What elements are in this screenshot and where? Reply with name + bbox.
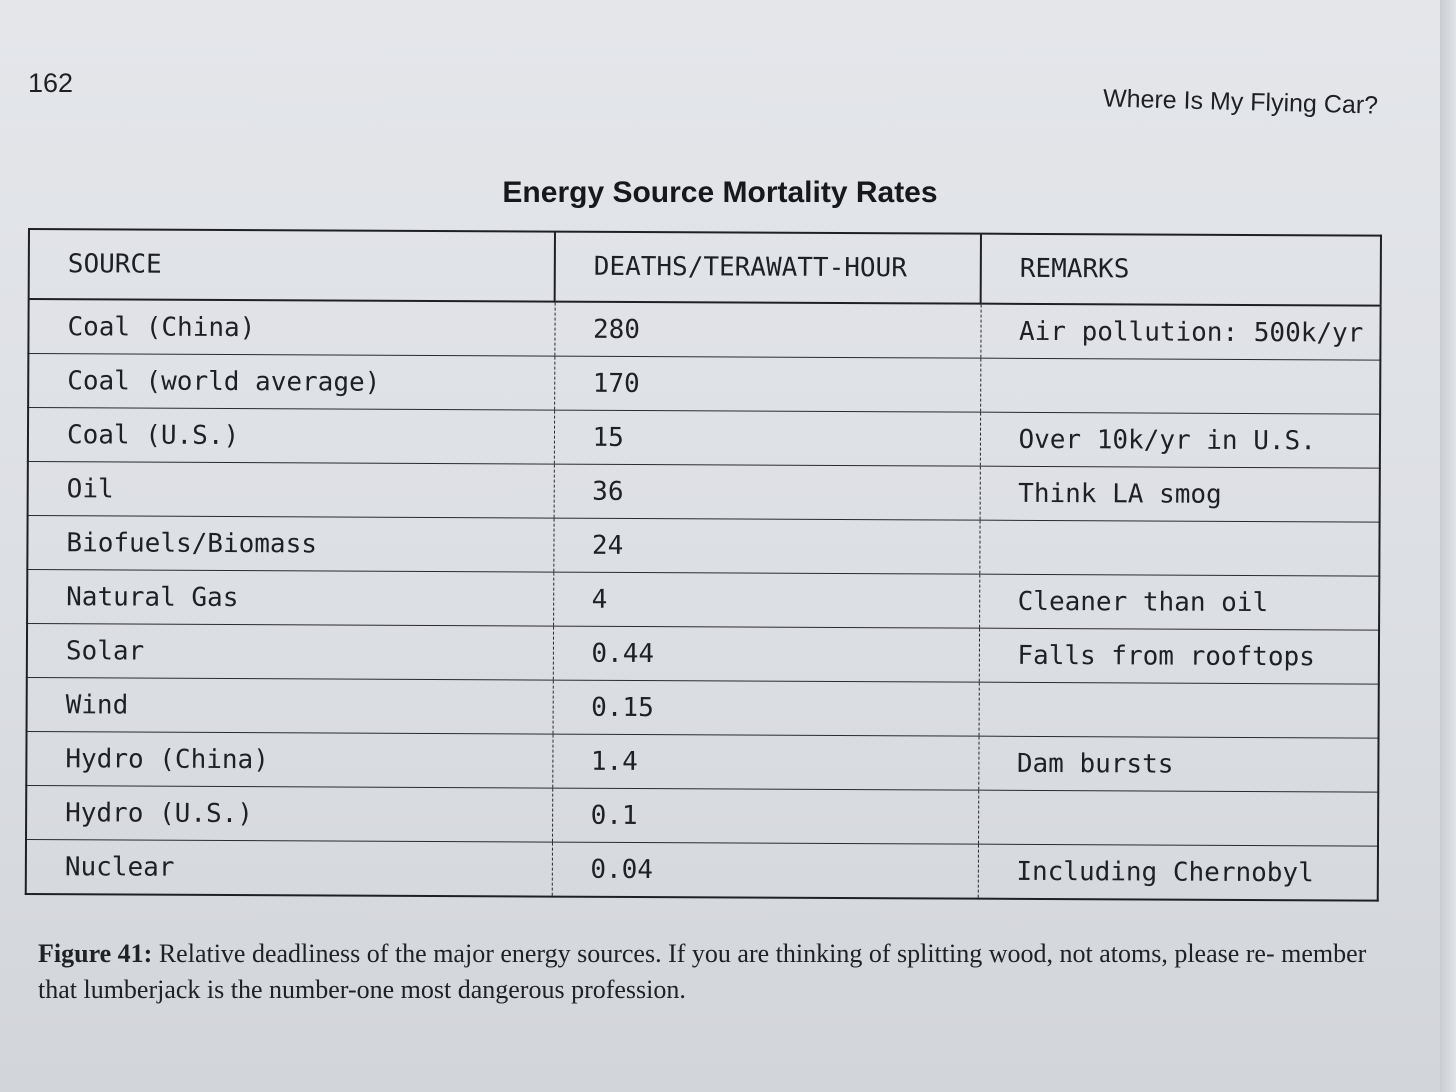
table-row xyxy=(27,677,1379,738)
cell-remarks: Falls from rooftops xyxy=(979,628,1379,684)
table-row xyxy=(26,731,1378,792)
cell-source: Hydro (U.S.) xyxy=(26,785,552,842)
cell-source: Oil xyxy=(28,462,554,519)
table-row xyxy=(28,354,1380,415)
cell-deaths: 0.04 xyxy=(552,842,978,899)
header-remarks: REMARKS xyxy=(981,234,1381,306)
cell-deaths: 24 xyxy=(553,518,979,574)
cell-source: Coal (China) xyxy=(28,299,554,356)
cell-remarks: Over 10k/yr in U.S. xyxy=(980,412,1380,468)
cell-source: Nuclear xyxy=(26,839,552,896)
cell-source: Coal (U.S.) xyxy=(28,408,554,465)
table-row xyxy=(28,462,1380,523)
cell-source: Natural Gas xyxy=(27,570,553,627)
cell-deaths: 36 xyxy=(554,464,980,520)
cell-remarks: Dam bursts xyxy=(978,736,1378,792)
table-header-row xyxy=(29,229,1381,306)
cell-deaths: 4 xyxy=(553,572,979,628)
page-edge xyxy=(1440,0,1456,1092)
cell-deaths: 1.4 xyxy=(552,734,978,790)
cell-remarks: Including Chernobyl xyxy=(1016,856,1314,888)
cell-deaths: 0.44 xyxy=(553,626,979,682)
cell-source: Coal (world average) xyxy=(28,354,554,411)
header-deaths: DEATHS/TERAWATT-HOUR xyxy=(555,232,981,304)
cell-deaths: 15 xyxy=(554,410,980,466)
header-source: SOURCE xyxy=(29,229,555,302)
cell-remarks xyxy=(978,790,1378,846)
table-row xyxy=(27,624,1379,685)
table-row xyxy=(27,516,1379,577)
cell-deaths: 0.1 xyxy=(552,788,978,844)
running-head: Where Is My Flying Car? xyxy=(1102,84,1379,120)
cell-remarks: Cleaner than oil xyxy=(979,574,1379,630)
table-row xyxy=(26,785,1378,846)
table-title: Energy Source Mortality Rates xyxy=(502,176,938,209)
cell-deaths: 0.15 xyxy=(553,680,979,736)
cell-source: Hydro (China) xyxy=(26,731,552,788)
figure-caption xyxy=(38,936,1388,1008)
table-row xyxy=(28,408,1380,469)
table-row xyxy=(26,839,1378,900)
caption-text: Relative deadliness of the major energy sources. If you are thinking of splitting wood, not atoms, please re- member that lumberjack is the number-one most dangerous profession. xyxy=(38,939,1367,1004)
cell-deaths: 170 xyxy=(554,356,980,412)
cell-remarks: Air pollution: 500k/yr xyxy=(980,304,1380,360)
cell-remarks xyxy=(979,682,1379,738)
cell-deaths: 280 xyxy=(554,302,980,359)
cell-source: Biofuels/Biomass xyxy=(27,516,553,573)
table-row xyxy=(28,299,1380,360)
cell-source: Wind xyxy=(27,677,553,734)
page-number: 162 xyxy=(28,68,74,98)
table-container xyxy=(25,228,1382,902)
cell-remarks xyxy=(980,358,1380,414)
table-row xyxy=(27,570,1379,631)
mortality-table xyxy=(25,228,1382,902)
caption-label: Figure 41: xyxy=(38,939,153,968)
cell-remarks xyxy=(979,520,1379,576)
cell-source: Solar xyxy=(27,624,553,681)
cell-remarks: Think LA smog xyxy=(980,466,1380,522)
